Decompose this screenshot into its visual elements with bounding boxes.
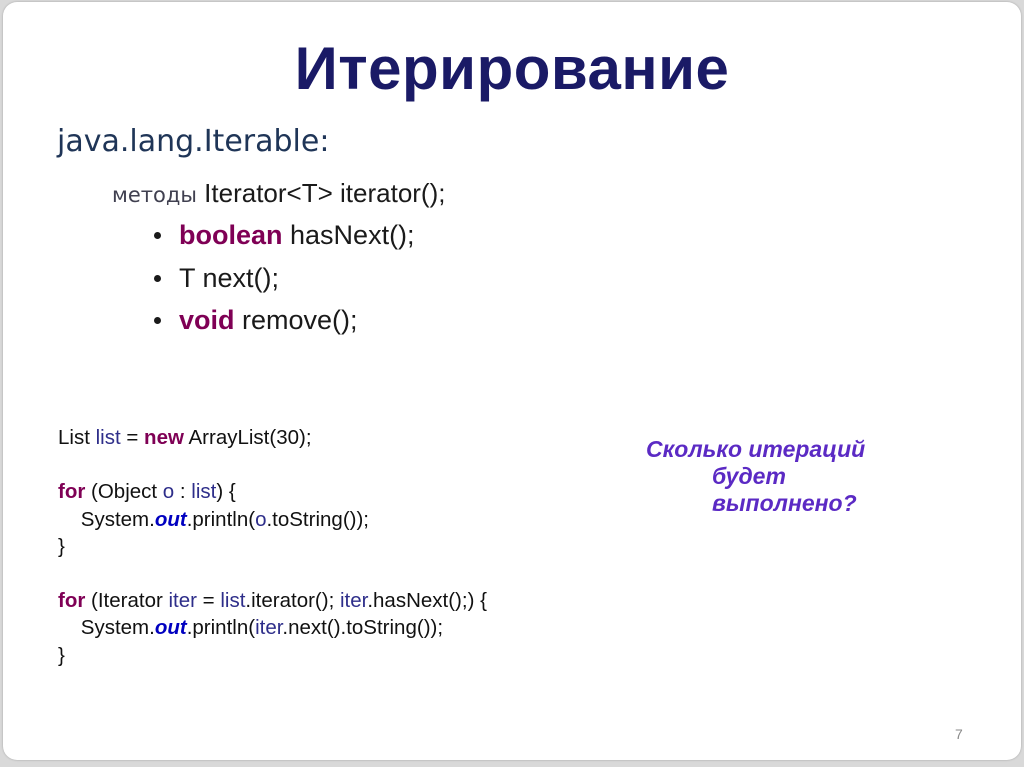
- question-callout: [646, 436, 865, 517]
- code-text: ) {: [216, 480, 236, 504]
- code-variable: o: [255, 507, 267, 531]
- code-variable: iter: [339, 589, 368, 613]
- code-variable: iter: [168, 589, 197, 613]
- code-static-field: out: [154, 507, 187, 531]
- bullet-dot: [154, 232, 161, 239]
- question-line: будет: [712, 463, 786, 489]
- code-line-blank: [58, 451, 487, 478]
- methods-line: [112, 178, 445, 209]
- code-line-blank: [58, 560, 487, 587]
- code-block: [58, 424, 487, 669]
- code-line: [58, 533, 487, 560]
- code-variable: list: [220, 589, 246, 613]
- code-text: =: [120, 426, 145, 449]
- code-text: List: [58, 426, 96, 449]
- question-line: выполнено?: [712, 490, 857, 516]
- code-line: [58, 424, 487, 451]
- code-text: }: [58, 643, 65, 667]
- code-text: (Iterator: [85, 589, 169, 613]
- slide-title: Итерирование: [294, 35, 730, 102]
- code-text: .toString());: [266, 507, 369, 531]
- bullet-dot: [154, 317, 161, 324]
- bullet-dot: [154, 275, 161, 282]
- code-line: [58, 506, 487, 533]
- code-text: .iterator();: [245, 589, 340, 613]
- code-static-field: out: [154, 616, 187, 640]
- page-number: 7: [955, 726, 963, 742]
- methods-lead: методы: [112, 183, 197, 207]
- code-keyword: for: [58, 589, 86, 613]
- code-variable: iter: [255, 616, 283, 640]
- code-variable: o: [162, 480, 175, 504]
- code-text: =: [196, 589, 221, 613]
- method-text: T next();: [179, 262, 280, 293]
- code-keyword: for: [58, 480, 86, 504]
- code-text: .println(: [186, 616, 256, 640]
- list-item: [152, 261, 415, 304]
- code-variable: list: [191, 480, 217, 504]
- code-text: :: [174, 480, 192, 504]
- iterator-methods-list: [152, 218, 415, 346]
- code-text: .next().toString());: [282, 616, 444, 640]
- code-text: }: [58, 534, 65, 558]
- code-line: [58, 642, 487, 669]
- code-text: ArrayList(30);: [183, 426, 312, 449]
- code-variable: list: [95, 426, 121, 449]
- interface-heading: java.lang.Iterable:: [57, 124, 330, 159]
- method-return-keyword: void: [179, 305, 235, 335]
- code-text: System.: [58, 507, 155, 531]
- code-keyword: new: [144, 426, 184, 449]
- method-text: hasNext();: [282, 220, 415, 250]
- code-text: System.: [58, 616, 155, 640]
- code-text: .println(: [186, 507, 256, 531]
- question-line: Сколько итераций: [646, 436, 866, 462]
- code-text: (Object: [85, 480, 163, 504]
- list-item: [152, 303, 415, 346]
- code-line: [58, 478, 487, 505]
- code-line: [58, 587, 487, 614]
- method-return-keyword: boolean: [179, 220, 283, 250]
- method-text: remove();: [234, 305, 358, 335]
- list-item: [152, 218, 415, 261]
- methods-signature: Iterator<T> iterator();: [196, 178, 446, 208]
- code-line: [58, 614, 487, 641]
- code-text: .hasNext();) {: [367, 589, 487, 613]
